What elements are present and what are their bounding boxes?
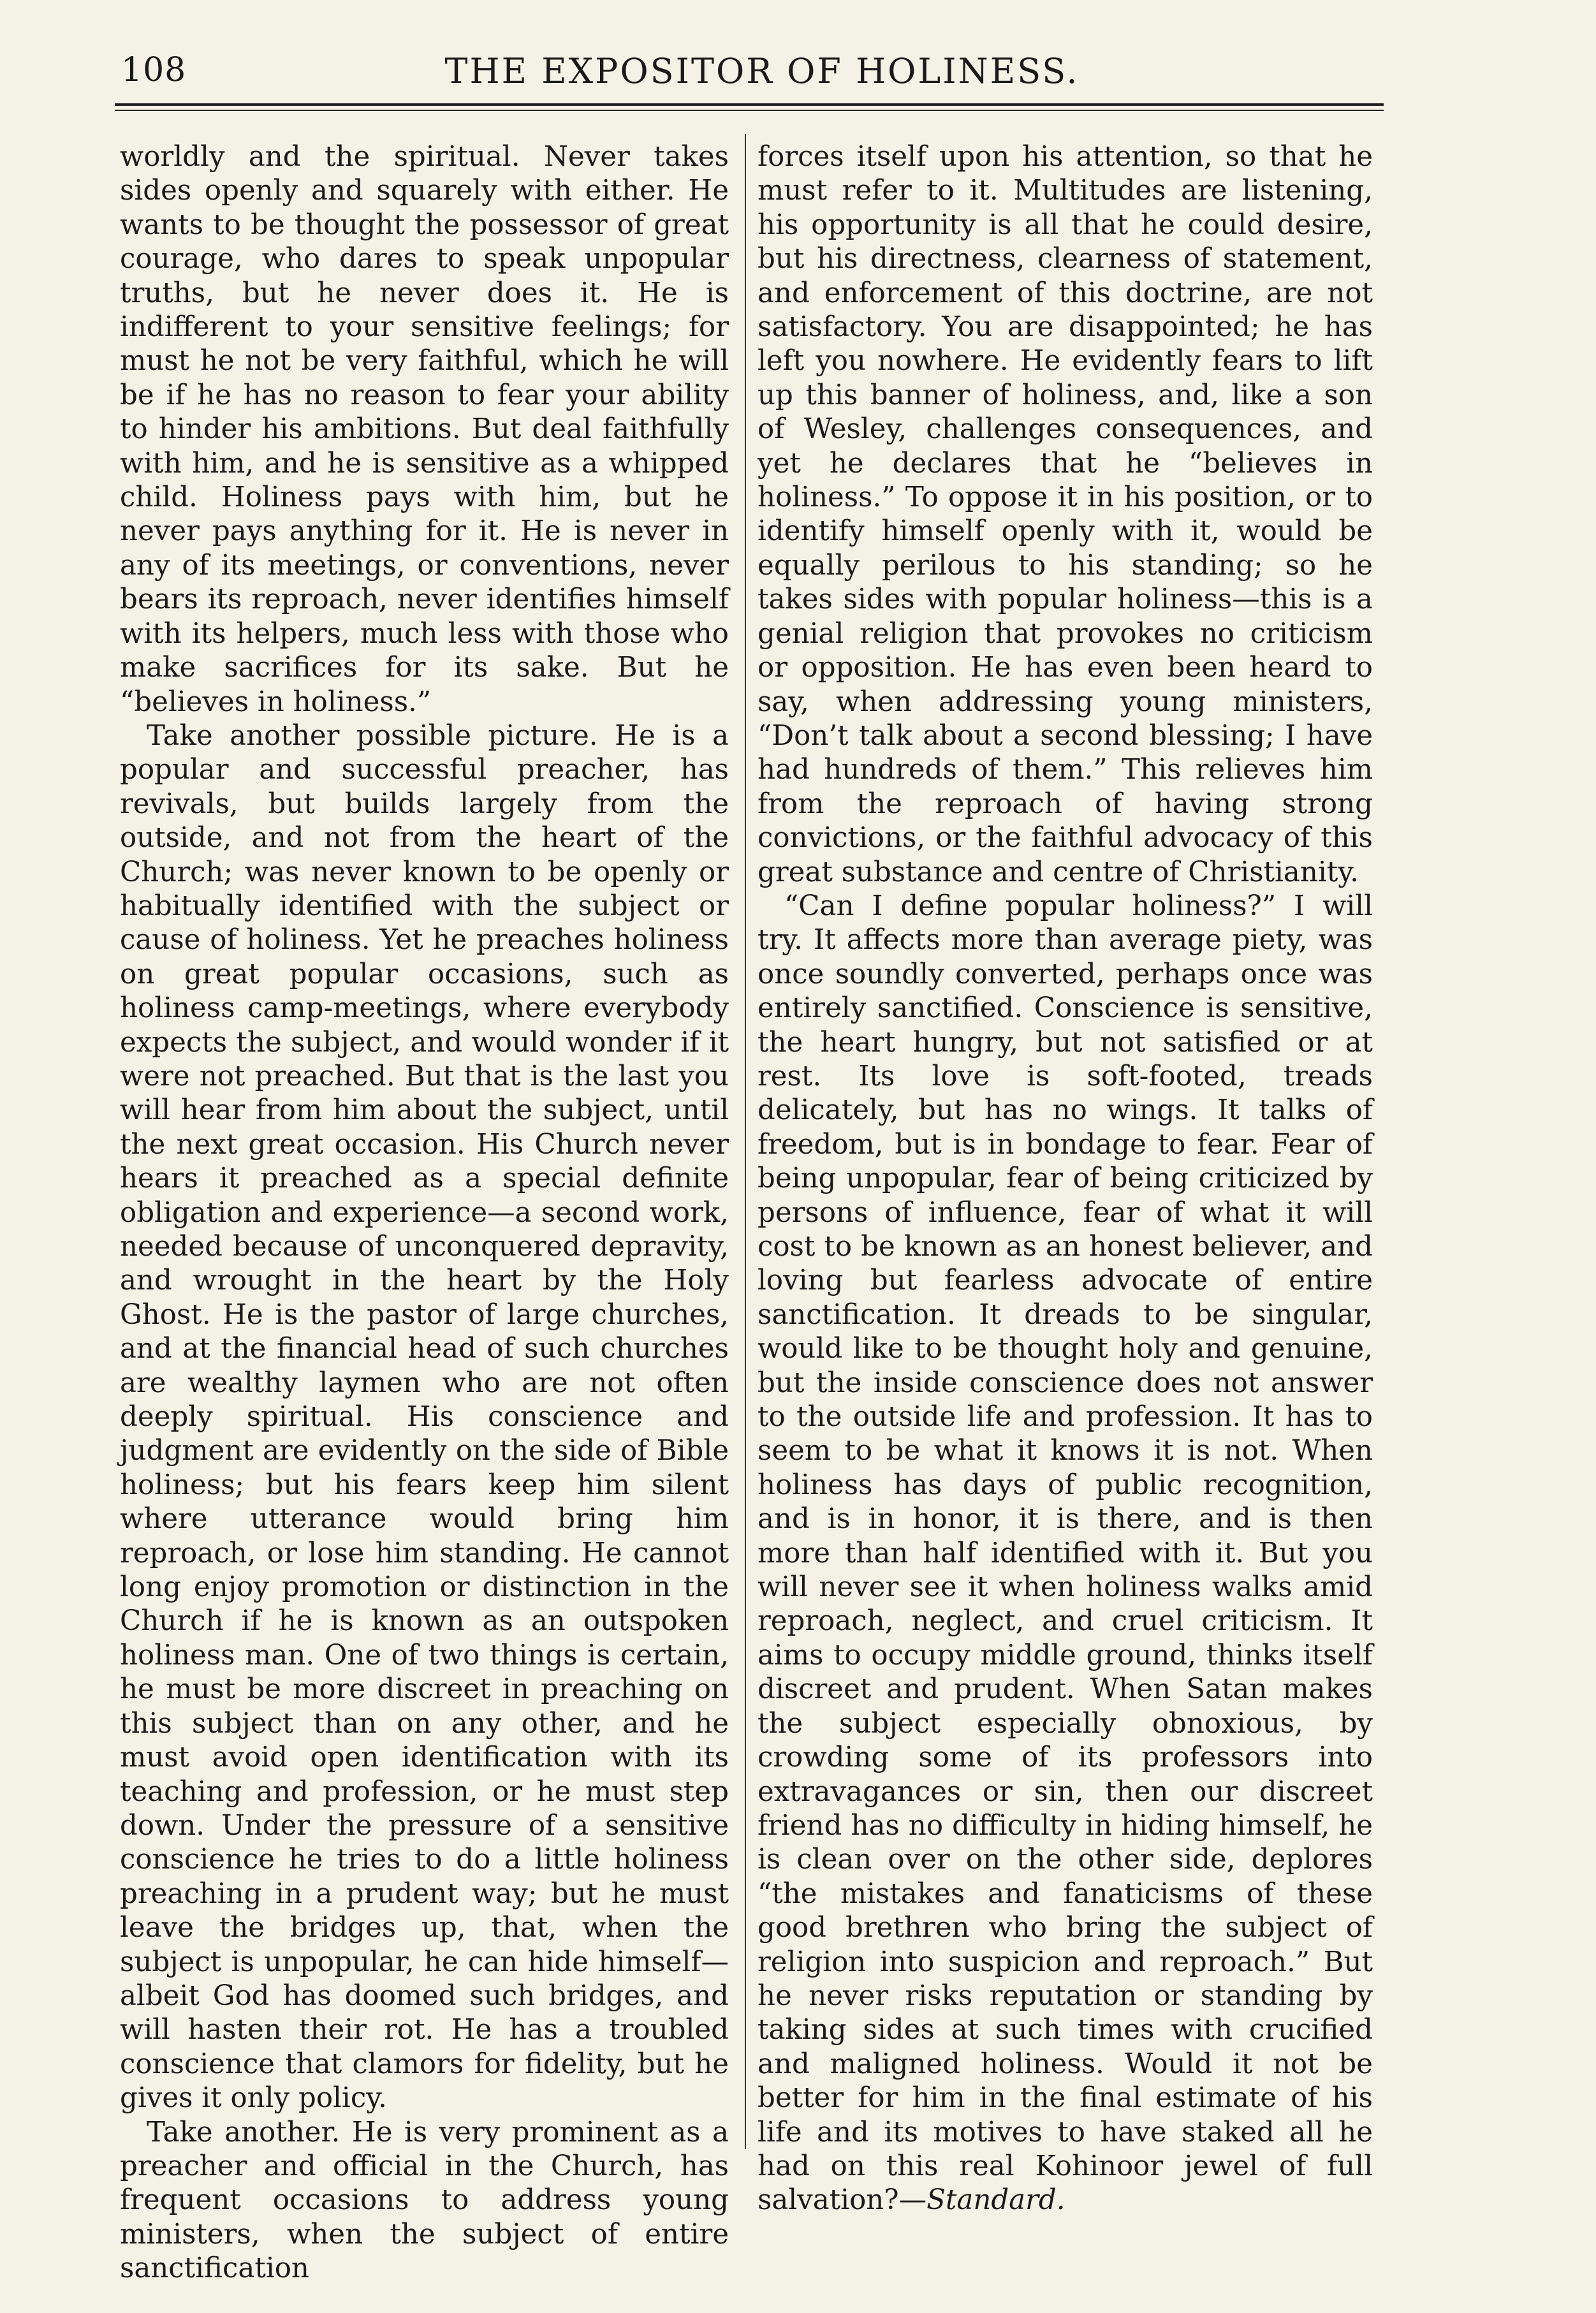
paragraph: Take another. He is very prominent as a preacher and official in the Church, has frequent occasions to address young ministers, when the subject of entire sanctification: [120, 2116, 729, 2285]
left-column: [120, 140, 729, 2286]
paragraph: [758, 890, 1373, 2218]
running-title: THE EXPOSITOR OF HOLINESS.: [444, 51, 1080, 91]
paragraph: Take another possible picture. He is a popular and successful preacher, has revivals, but builds largely from the outside, and not from the heart of the Church; was never known to be openly or habitually identified with the subject or cause of holiness. Yet he preaches holiness on great popular occasions, such as holiness camp-meetings, where everybody expects the subject, and would wonder if it were not preached. But that is the last you will hear from him about the subject, until the next great occasion. His Church never hears it preached as a special definite obligation and experience—a second work, needed because of unconquered depravity, and wrought in the heart by the Holy Ghost. He is the pastor of large churches, and at the financial head of such churches are wealthy laymen who are not often deeply spiritual. His conscience and judgment are evidently on the side of Bible holiness; but his fears keep him silent where utterance would bring him reproach, or lose him standing. He cannot long enjoy promotion or distinction in the Church if he is known as an outspoken holiness man. One of two things is certain, he must be more discreet in preaching on this subject than on any other, and he must avoid open identification with its teaching and profession, or he must step down. Under the pressure of a sensitive conscience he tries to do a little holiness preaching in a prudent way; but he must leave the bridges up, that, when the subject is unpopular, he can hide himself—albeit God has doomed such bridges, and will hasten their rot. He has a troubled conscience that clamors for fidelity, but he gives it only policy.: [120, 719, 729, 2115]
header-rule-thin: [115, 110, 1384, 111]
right-column: [758, 140, 1373, 2218]
source-attribution: Standard.: [926, 2184, 1065, 2217]
column-divider: [745, 134, 746, 2149]
paragraph-continued: worldly and the spiritual. Never takes sides openly and squarely with either. He wants to be thought the possessor of great courage, who dares to speak unpopular truths, but he never does it. He is indifferent to your sensitive feelings; for must he not be very faithful, which he will be if he has no reason to fear your ability to hinder his ambitions. But deal faithfully with him, and he is sensitive as a whipped child. Holiness pays with him, but he never pays anything for it. He is never in any of its meetings, or conventions, never bears its reproach, never identifies himself with its helpers, much less with those who make sacrifices for its sake. But he “believes in holiness.”: [120, 141, 729, 718]
header-rule: [115, 103, 1384, 106]
page-header: [115, 45, 1409, 108]
paragraph-continued: forces itself upon his attention, so that he must refer to it. Multitudes are listening, his opportunity is all that he could desire, but his directness, clearness of statement, and enforcement of this doctrine, are not satisfactory. You are disappointed; he has left you nowhere. He evidently fears to lift up this banner of holiness, and, like a son of Wesley, challenges consequences, and yet he declares that he “believes in holiness.” To oppose it in his position, or to identify himself openly with it, would be equally perilous to his standing; so he takes sides with popular holiness—this is a genial religion that provokes no criticism or opposition. He has even been heard to say, when addressing young ministers, “Don’t talk about a second blessing; I have had hundreds of them.” This relieves him from the reproach of having strong convictions, or the faithful advocacy of this great substance and centre of Christianity.: [758, 141, 1373, 888]
paragraph-text: “Can I define popular holiness?” I will try. It affects more than average piety, was once soundly converted, perhaps once was entirely sanctified. Conscience is sensitive, the heart hungry, but not satisfied or at rest. Its love is soft-footed, treads delicately, but has no wings. It talks of freedom, but is in bondage to fear. Fear of being unpopular, fear of being criticized by persons of influence, fear of what it will cost to be known as an honest believer, and loving but fearless advocate of entire sanctification. It dreads to be singular, would like to be thought holy and genuine, but the inside conscience does not answer to the outside life and profession. It has to seem to be what it knows it is not. When holiness has days of public recognition, and is in honor, it is there, and is then more than half identified with it. But you will never see it when holiness walks amid reproach, neglect, and cruel criticism. It aims to occupy middle ground, thinks itself discreet and prudent. When Satan makes the subject especially obnoxious, by crowding some of its professors into extravagances or sin, then our discreet friend has no difficulty in hiding himself, he is clean over on the other side, deplores “the mistakes and fanaticisms of these good brethren who bring the subject of religion into suspicion and reproach.” But he never risks reputation or standing by taking sides at such times with crucified and maligned holiness. Would it not be better for him in the final estimate of his life and its motives to have staked all he had on this real Kohinoor jewel of full salvation?—: [758, 890, 1373, 2217]
page-number: 108: [121, 51, 187, 89]
